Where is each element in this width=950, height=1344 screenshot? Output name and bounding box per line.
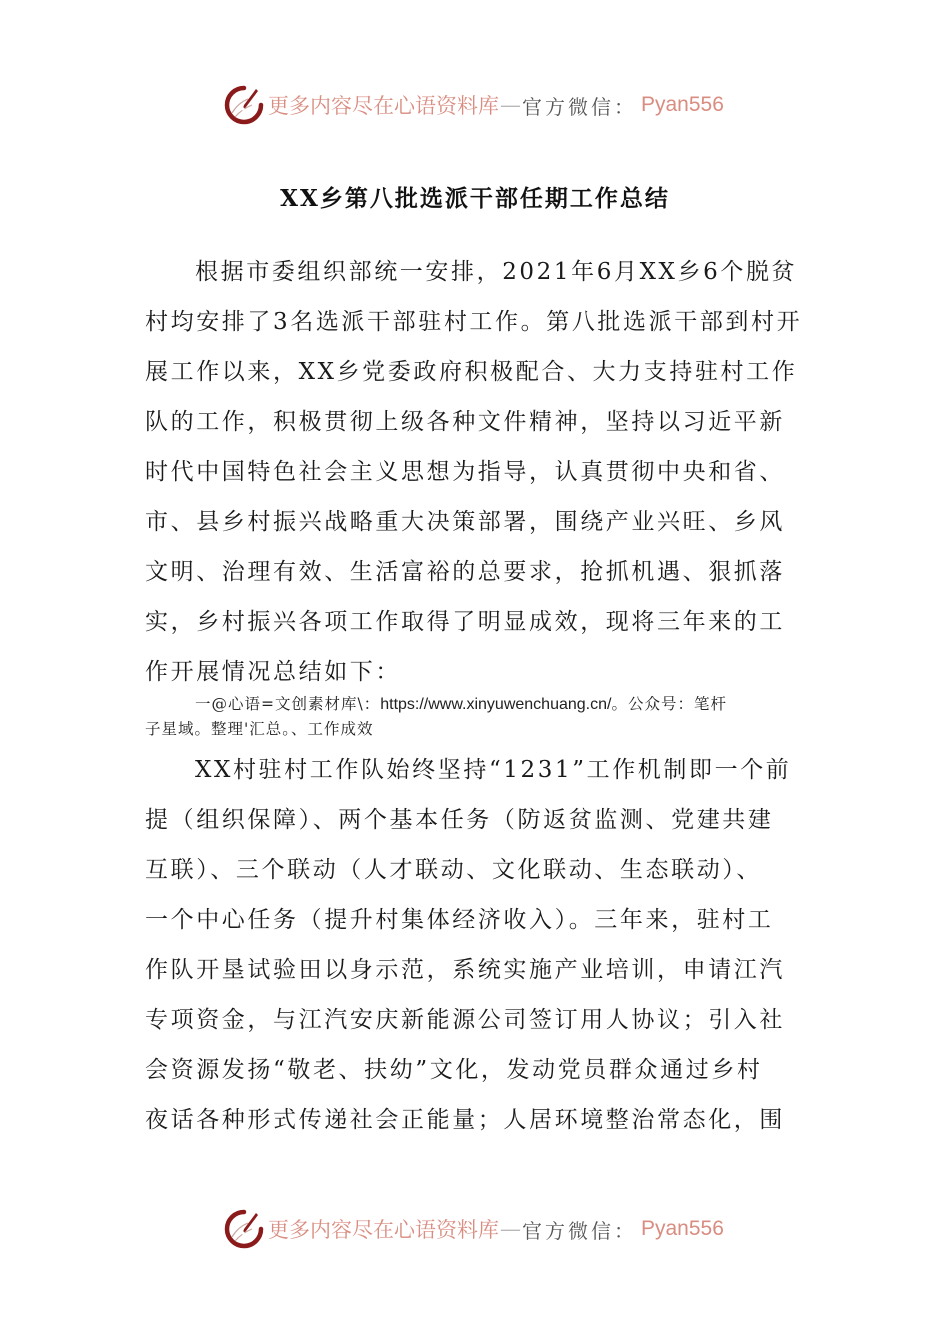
document-title: XX乡第八批选派干部任期工作总结	[280, 185, 670, 212]
section-note-line-1	[145, 692, 815, 717]
footer-banner	[224, 1207, 724, 1251]
paragraph-line: 文明、治理有效、生活富裕的总要求，抢抓机遇、狠抓落	[145, 559, 785, 585]
banner-dash: —	[500, 93, 521, 117]
paragraph-intro	[145, 247, 810, 697]
paragraph-line: 作队开垦试验田以身示范，系统实施产业培训，申请江汽	[145, 957, 785, 983]
paragraph-line: 提（组织保障）、两个基本任务（防返贫监测、党建共建	[145, 807, 774, 833]
section-note-suffix: 。公众号：笔杆	[611, 695, 727, 713]
paragraph-line: 市、县乡村振兴战略重大决策部署，围绕产业兴旺、乡风	[145, 509, 785, 535]
paragraph-achievements	[145, 745, 810, 1145]
section-note-prefix: 一@心语=文创素材库\：	[195, 695, 381, 713]
pen-circle-logo-icon	[224, 85, 264, 125]
wechat-label: 官方微信：	[522, 1218, 637, 1243]
paragraph-line: 时代中国特色社会主义思想为指导，认真贯彻中央和省、	[145, 459, 785, 485]
brand-text: 更多内容尽在心语资料库	[268, 1218, 499, 1242]
paragraph-line: 夜话各种形式传递社会正能量；人居环境整治常态化，围	[145, 1107, 785, 1133]
paragraph-line: 队的工作，积极贯彻上级各种文件精神，坚持以习近平新	[145, 409, 785, 435]
paragraph-line: 会资源发扬“敬老、扶幼”文化，发动党员群众通过乡村	[145, 1057, 763, 1083]
paragraph-line: 根据市委组织部统一安排，2021年6月XX乡6个脱贫	[195, 259, 798, 285]
paragraph-line: 互联）、三个联动（人才联动、文化联动、生态联动）、	[145, 857, 762, 883]
paragraph-line: 作开展情况总结如下：	[145, 659, 401, 685]
pen-circle-logo-icon	[224, 1209, 264, 1249]
paragraph-line: XX村驻村工作队始终坚持“1231”工作机制即一个前	[195, 757, 792, 783]
header-banner	[224, 83, 724, 127]
paragraph-line: 一个中心任务（提升村集体经济收入）。三年来，驻村工	[145, 907, 774, 933]
banner-dash: —	[500, 1217, 521, 1241]
paragraph-line: 村均安排了3名选派干部驻村工作。第八批选派干部到村开	[145, 309, 803, 335]
paragraph-line: 展工作以来，XX乡党委政府积极配合、大力支持驻村工作	[145, 359, 798, 385]
paragraph-line: 实，乡村振兴各项工作取得了明显成效，现将三年来的工	[145, 609, 785, 635]
wechat-handle: Pyan556	[641, 1217, 724, 1240]
section-note-line-2: 子星域。整理'汇总。、工作成效	[145, 720, 374, 738]
source-url-link[interactable]: https://www.xinyuwenchuang.cn/	[380, 696, 612, 713]
wechat-handle: Pyan556	[641, 93, 724, 116]
wechat-label: 官方微信：	[522, 94, 637, 119]
paragraph-line: 专项资金，与江汽安庆新能源公司签订用人协议；引入社	[145, 1007, 785, 1033]
section-heading-note	[145, 692, 815, 741]
brand-text: 更多内容尽在心语资料库	[268, 94, 499, 118]
